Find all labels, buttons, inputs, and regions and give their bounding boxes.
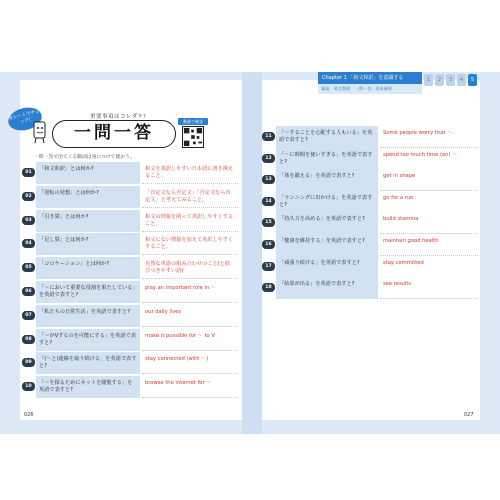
- question-text: 「〜において重要な役割を果たしている」を英語で表すと?: [36, 281, 140, 303]
- question-text: 「〜することを心配する人もいる」を英語で表すと?: [276, 126, 378, 148]
- qr-code-icon[interactable]: [182, 126, 204, 148]
- answer-text: maintain good health: [380, 234, 478, 256]
- question-text: 「〜に時間を使いすぎる」を英語で表すと?: [276, 148, 378, 170]
- question-text: 「コロケーション」とは何か?: [36, 257, 140, 279]
- answer-text: Some people worry that 〜.: [380, 126, 478, 148]
- book-gutter: [242, 72, 262, 434]
- chapter-section-bar: 講義 要点整理 一問一答 基本練習: [318, 84, 422, 94]
- chapter-tab[interactable]: 2: [435, 74, 444, 86]
- question-number: 15: [262, 218, 275, 227]
- chapter-tab[interactable]: 3: [446, 74, 455, 86]
- question-text: 「引き算」とは何か?: [36, 210, 140, 232]
- intro-text: 一問一答で出てくる動詞は身につけて使おう。: [34, 155, 135, 160]
- page-title: 一問一答: [52, 120, 176, 148]
- question-number: 06: [22, 287, 35, 296]
- question-number: 14: [262, 197, 275, 206]
- question-text: 「〜を探るためにネットを閲覧する」を英語で表すと?: [36, 376, 140, 398]
- question-text: 「結果が出る」を英語で表すと?: [276, 277, 378, 299]
- answer-text: make it possible for 〜 to V: [142, 329, 238, 351]
- question-number: 01: [22, 168, 35, 177]
- question-number: 02: [22, 192, 35, 201]
- question-text: 「体を鍛える」を英語で表すと?: [276, 169, 378, 191]
- answer-text: our daily lives: [142, 305, 238, 327]
- mascot-icon: [30, 118, 50, 144]
- question-number: 18: [262, 283, 275, 292]
- question-number: 08: [22, 335, 35, 344]
- question-number: 13: [262, 175, 275, 184]
- left-page-number: 026: [24, 412, 34, 418]
- question-text: 「足し算」とは何か?: [36, 233, 140, 255]
- key-points-caption: 重要事項はコレダケ!: [90, 114, 147, 120]
- chapter-tab-active[interactable]: 5: [468, 74, 477, 86]
- qr-label: 動画で確認: [178, 118, 208, 125]
- question-number: 12: [262, 154, 275, 163]
- question-text: 「健康を維持する」を英語で表すと?: [276, 234, 378, 256]
- question-number: 16: [262, 240, 275, 249]
- question-text: 「私たちの日常生活」を英語で表すと?: [36, 305, 140, 327]
- question-number: 11: [262, 132, 275, 141]
- red-sheet-badge: 赤シートでチェック!: [6, 104, 44, 134]
- answer-text: stay connected (with 〜): [142, 352, 238, 374]
- chapter-tab[interactable]: 4: [457, 74, 466, 86]
- question-text: 「和文和訳」とは何か?: [36, 162, 140, 184]
- answer-text: stay committed: [380, 256, 478, 278]
- answer-text: 和文を英訳しやすい日本語に書き換えること。: [142, 162, 238, 184]
- question-number: 05: [22, 263, 35, 272]
- question-text: 「逆転の発想」とは何か?: [36, 186, 140, 208]
- answer-text: 和文にない情報を加えて英訳しやすくすること。: [142, 233, 238, 255]
- answer-text: 「肯定文なら否定文」「否定文なら肯定文」と考えてみること。: [142, 186, 238, 208]
- right-page-number: 027: [464, 412, 474, 418]
- question-text: 「〜がVするのを可能にする」を英語で表すと?: [36, 329, 140, 351]
- question-text: 「持久力を高める」を英語で表すと?: [276, 212, 378, 234]
- answer-text: spend too much time (on) 〜: [380, 148, 478, 170]
- question-number: 03: [22, 216, 35, 225]
- question-number: 10: [22, 382, 35, 391]
- answer-text: go for a run: [380, 191, 478, 213]
- answer-text: play an important role in 〜: [142, 281, 238, 303]
- chapter-tabs: [424, 74, 477, 86]
- question-number: 09: [22, 358, 35, 367]
- question-text: 「頑張り続ける」を英語で表すと?: [276, 256, 378, 278]
- answer-text: get in shape: [380, 169, 478, 191]
- question-number: 07: [22, 311, 35, 320]
- question-number: 04: [22, 239, 35, 248]
- question-text: 「ランニングに出かける」を英語で表すと?: [276, 191, 378, 213]
- chapter-title-bar: Chapter 1 「和文和訳」を意識する: [318, 72, 422, 84]
- answer-text: build stamina: [380, 212, 478, 234]
- question-number: 17: [262, 262, 275, 271]
- answer-text: 自然な単語の組み合わせのこと(と結びつきやすい語): [142, 257, 238, 279]
- answer-text: 和文の情報を削って英訳しやすくすること。: [142, 210, 238, 232]
- answer-text: browse the internet for 〜: [142, 376, 238, 398]
- chapter-tab[interactable]: 1: [424, 74, 433, 86]
- answer-text: see results: [380, 277, 478, 299]
- question-text: 「(〜と)連絡を取り続ける」を英語で表すと?: [36, 352, 140, 374]
